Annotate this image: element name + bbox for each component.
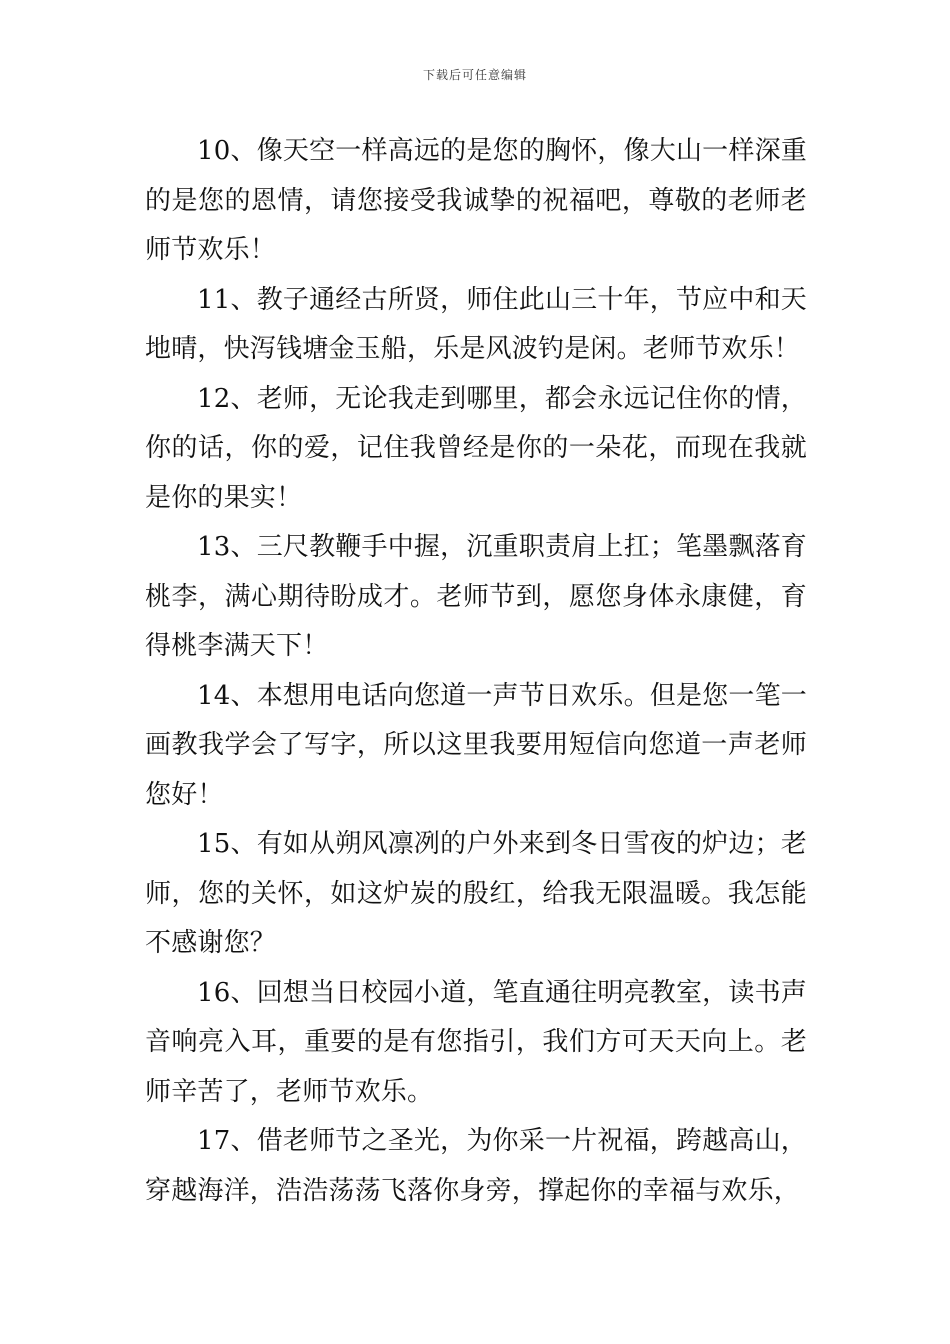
paragraph-16: 16、回想当日校园小道，笔直通往明亮教室，读书声音响亮入耳，重要的是有您指引，我们方可天天向上。老师辛苦了，老师节欢乐。 [145,977,807,1107]
paragraph-10: 10、像天空一样高远的是您的胸怀，像大山一样深重的是您的恩情，请您接受我诚挚的祝福吧，尊敬的老师老师节欢乐！ [145,136,807,265]
document-body [145,127,807,1216]
page-header-note: 下载后可任意编辑 [422,68,527,82]
paragraph-11: 11、教子通经古所贤，师住此山三十年，节应中和天地晴，快泻钱塘金玉船，乐是风波钓是闲。老师节欢乐！ [145,284,807,364]
paragraph-17: 17、借老师节之圣光，为你采一片祝福，跨越高山，穿越海洋，浩浩荡荡飞落你身旁，撑起你的幸福与欢乐， [145,1126,807,1206]
paragraph-15: 15、有如从朔风凛冽的户外来到冬日雪夜的炉边；老师，您的关怀，如这炉炭的殷红，给我无限温暖。我怎能不感谢您？ [145,829,807,958]
paragraph-13: 13、三尺教鞭手中握，沉重职责肩上扛；笔墨飘落育桃李，满心期待盼成才。老师节到，愿您身体永康健，育得桃李满天下！ [145,532,807,661]
paragraph-14: 14、本想用电话向您道一声节日欢乐。但是您一笔一画教我学会了写字，所以这里我要用短信向您道一声老师您好！ [145,680,807,810]
paragraph-12: 12、老师，无论我走到哪里，都会永远记住你的情，你的话，你的爱，记住我曾经是你的一朵花，而现在我就是你的果实！ [145,383,807,513]
